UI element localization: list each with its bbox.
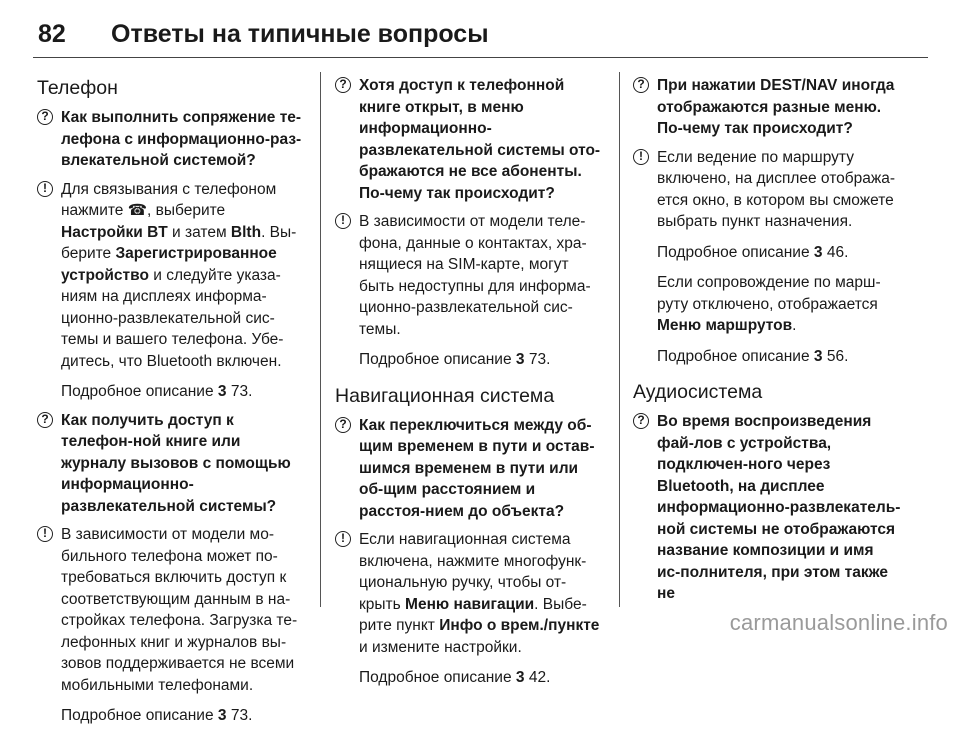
answer-block <box>633 147 901 368</box>
watermark: carmanualsonline.info <box>729 610 948 635</box>
question-block <box>633 75 901 140</box>
column-1 <box>37 75 305 734</box>
question-text: Как получить доступ к телефон-ной книге или журналу вызовов с помощью информационно-развлекательной системы? <box>61 411 291 515</box>
section-title-phone: Телефон <box>37 77 118 99</box>
reference-arrow-icon: 3 <box>515 669 525 686</box>
column-divider <box>320 72 321 607</box>
answer-block <box>37 179 305 403</box>
answer-text: В зависимости от модели теле-фона, данные о контактах, хра-нящиеся на SIM-карте, могут быть недоступны для информа-ционно-развлекательной сис-темы. <box>359 213 591 338</box>
question-block <box>633 411 901 605</box>
page-reference: Подробное описание 3 73. <box>61 383 253 400</box>
answer-text: Если навигационная система включена, нажмите многофунк-циональную ручку, чтобы от-крыть Меню навигации. Выбе-рите пункт Инфо о врем./пункте и измените настройки. <box>359 531 600 656</box>
question-icon: ? <box>37 412 53 428</box>
question-icon: ? <box>335 417 351 433</box>
question-block <box>335 75 603 204</box>
answer-icon: ! <box>335 213 351 229</box>
question-icon: ? <box>37 109 53 125</box>
answer-text: Для связывания с телефоном нажмите ☎, выберите Настройки BT и затем Blth. Вы-берите Зарегистрированное устройство и следуйте указа-ниям на дисплеях информа-ционно-развлекательной сис-темы и вашего телефона. Убе-дитесь, что Bluetooth включен. <box>61 180 297 370</box>
column-2 <box>335 75 603 696</box>
question-text: Хотя доступ к телефонной книге открыт, в меню информационно-развлекательной системы ото-бражаются не все абоненты. По-чему так происходит? <box>359 77 601 202</box>
page-title: Ответы на типичные вопросы <box>111 20 489 48</box>
question-block <box>335 415 603 523</box>
answer-block <box>335 211 603 371</box>
column-3 <box>633 75 901 612</box>
reference-arrow-icon: 3 <box>217 707 227 724</box>
question-block <box>37 410 305 518</box>
section-title-audio: Аудиосистема <box>633 381 763 403</box>
page-number: 82 <box>38 20 66 48</box>
page-reference: Подробное описание 3 73. <box>61 707 253 724</box>
answer-text: Если ведение по маршруту включено, на дисплее отобража-ется окно, в котором вы сможете выбрать пункт назначения. <box>657 148 896 230</box>
section-title-navigation: Навигационная система <box>335 384 555 407</box>
answer-icon: ! <box>37 181 53 197</box>
page-reference: Подробное описание 3 73. <box>359 351 551 368</box>
question-icon: ? <box>335 77 351 93</box>
column-divider <box>619 72 620 607</box>
question-text: Как переключиться между об-щим временем в пути и остав-шимся временем в пути или об-щим расстоянием и расстоя-нием до объекта? <box>359 416 595 520</box>
header-divider <box>33 57 928 58</box>
answer-text: В зависимости от модели мо-бильного телефона может по-требоваться включить доступ к соответствующим данным в на-стройках телефона. Загрузка те-лефонных книг и журналов вы-зовов поддерживается не всеми мобильными телефонами. <box>61 526 298 694</box>
answer-block <box>335 529 603 689</box>
page-header <box>33 14 928 58</box>
question-text: При нажатии DEST/NAV иногда отображаются разные меню. По-чему так происходит? <box>657 77 895 137</box>
answer-icon: ! <box>335 531 351 547</box>
reference-arrow-icon: 3 <box>813 243 823 261</box>
answer-text: Если сопровождение по марш-руту отключено, отображается Меню маршрутов. <box>657 274 881 334</box>
phone-icon: ☎ <box>127 202 148 219</box>
answer-icon: ! <box>37 526 53 542</box>
page-reference: Подробное описание 3 42. <box>359 669 551 686</box>
question-icon: ? <box>633 77 649 93</box>
answer-block <box>37 524 305 727</box>
answer-icon: ! <box>633 149 649 165</box>
page-reference: Подробное описание 3 56. <box>657 347 849 365</box>
reference-arrow-icon: 3 <box>515 351 525 368</box>
question-text: Во время воспроизведения фай-лов с устройства, подключен-ного через Bluetooth, на дисплее информационно-развлекатель-ной системы не отображаются название композиции и имя ис-полнителя, при этом также не <box>657 413 901 602</box>
reference-arrow-icon: 3 <box>813 347 823 365</box>
page-reference: Подробное описание 3 46. <box>657 243 849 261</box>
question-block <box>37 107 305 172</box>
question-text: Как выполнить сопряжение те-лефона с информационно-раз-влекательной системой? <box>61 109 302 169</box>
question-icon: ? <box>633 413 649 429</box>
reference-arrow-icon: 3 <box>217 383 227 400</box>
